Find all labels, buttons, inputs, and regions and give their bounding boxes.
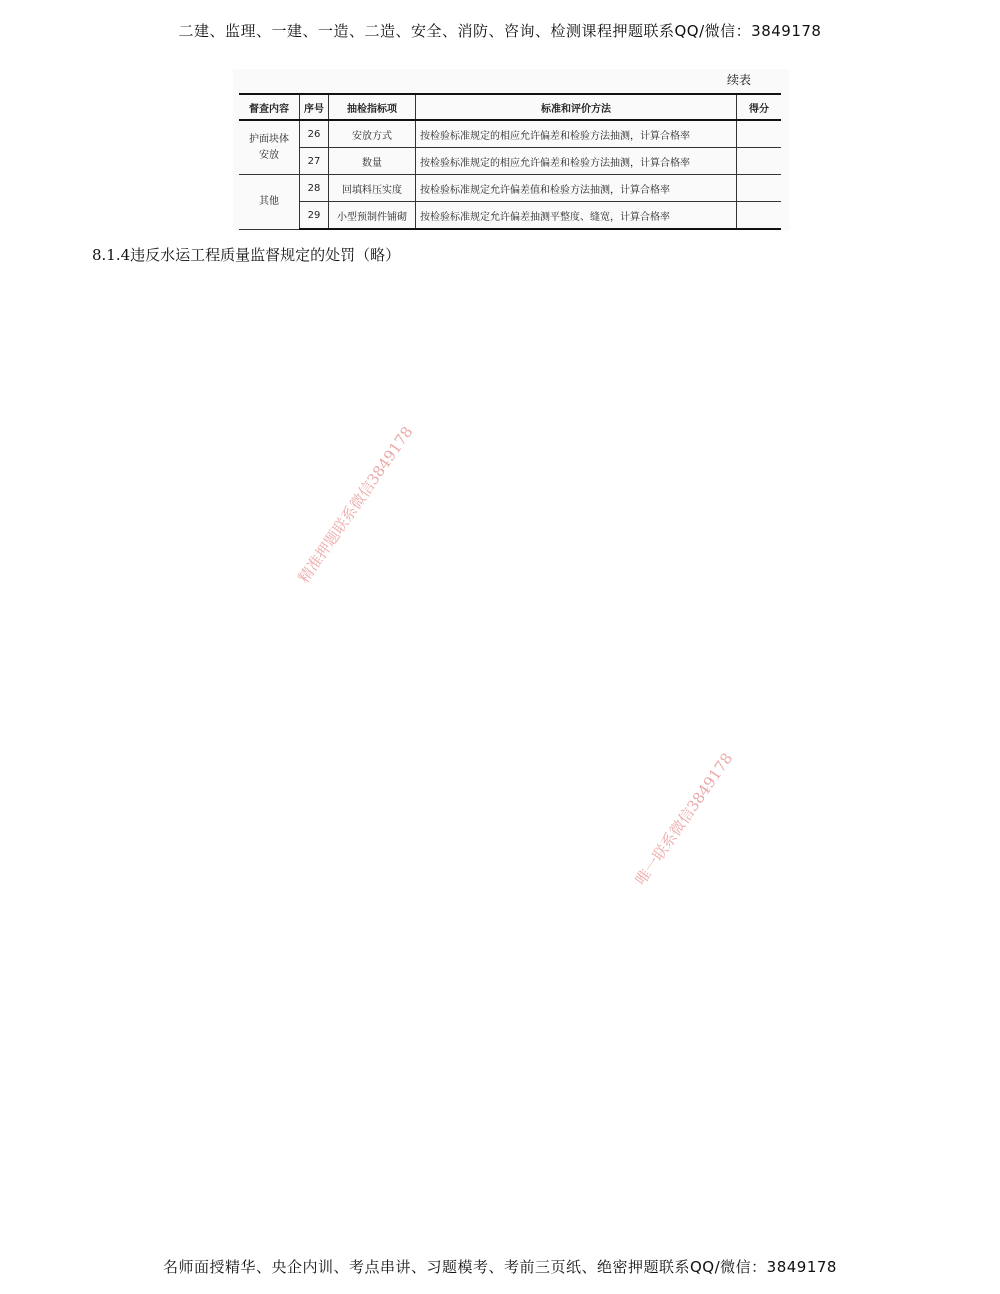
row-standard: 按检验标准规定的相应允许偏差和检验方法抽测，计算合格率 — [416, 120, 737, 148]
row-score — [737, 202, 782, 230]
row-number: 26 — [300, 120, 329, 148]
header-inspection-content: 督查内容 — [239, 94, 300, 120]
table-header-row — [239, 94, 781, 120]
row-number: 29 — [300, 202, 329, 230]
row-indicator: 数量 — [329, 148, 416, 175]
row-score — [737, 120, 782, 148]
row-standard: 按检验标准规定允许偏差值和检验方法抽测，计算合格率 — [416, 175, 737, 202]
row-number: 28 — [300, 175, 329, 202]
row-score — [737, 148, 782, 175]
row-score — [737, 175, 782, 202]
row-indicator: 小型预制件铺砌 — [329, 202, 416, 230]
page-footer: 名师面授精华、央企内训、考点串讲、习题模考、考前三页纸、绝密押题联系QQ/微信：3849178 — [163, 1258, 837, 1276]
table-row — [239, 175, 781, 202]
group-label: 其他 — [259, 195, 279, 207]
header-standard-method: 标准和评价方法 — [416, 94, 737, 120]
section-heading: 8.1.4违反水运工程质量监督规定的处罚（略） — [92, 246, 401, 264]
group-cell — [239, 120, 300, 175]
row-standard: 按检验标准规定允许偏差抽测平整度、缝宽，计算合格率 — [416, 202, 737, 230]
table-row — [239, 202, 781, 230]
header-serial-number: 序号 — [300, 94, 329, 120]
table-row — [239, 120, 781, 148]
row-indicator: 安放方式 — [329, 120, 416, 148]
watermark-text: 精准押题联系微信3849178 — [294, 423, 417, 587]
row-standard: 按检验标准规定的相应允许偏差和检验方法抽测，计算合格率 — [416, 148, 737, 175]
page-header: 二建、监理、一建、一造、二造、安全、消防、咨询、检测课程押题联系QQ/微信：3849178 — [178, 22, 822, 40]
table-row — [239, 148, 781, 175]
inspection-table-image — [233, 69, 789, 231]
header-score: 得分 — [737, 94, 782, 120]
group-label: 护面块体安放 — [249, 133, 289, 161]
watermark-text: 唯一联系微信3849178 — [631, 749, 737, 889]
header-indicator: 抽检指标项 — [329, 94, 416, 120]
row-number: 27 — [300, 148, 329, 175]
row-indicator: 回填料压实度 — [329, 175, 416, 202]
inspection-table — [239, 93, 781, 230]
group-cell — [239, 175, 300, 230]
table-caption: 续表 — [726, 73, 751, 87]
